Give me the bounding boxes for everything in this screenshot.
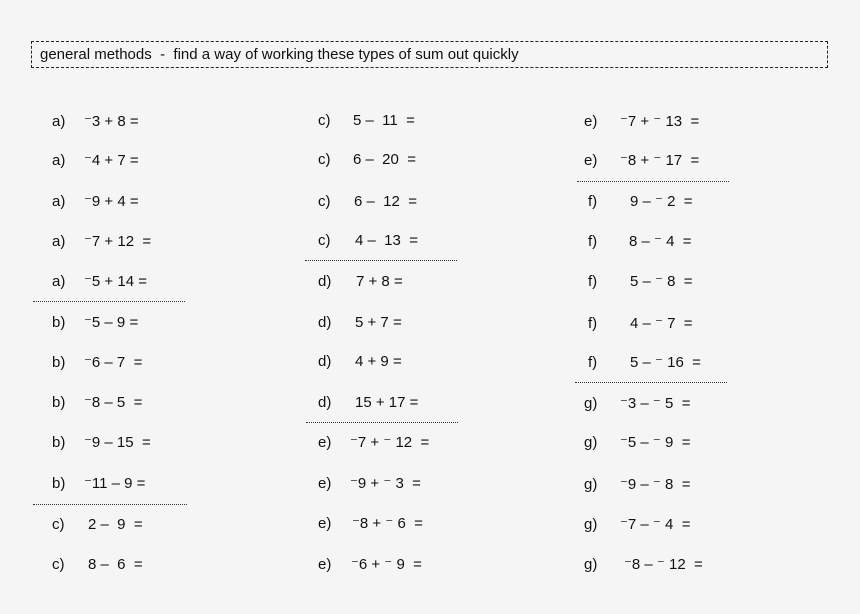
problem-expression: 5 – 11 = xyxy=(353,112,415,129)
problem-item xyxy=(318,112,415,130)
problem-expression: 7 + 8 = xyxy=(356,273,403,290)
problem-expression: 5 – ⁻ 8 = xyxy=(630,273,693,290)
problem-item xyxy=(52,354,142,372)
problem-label: f) xyxy=(588,233,598,250)
problem-expression: ⁻6 – 7 = xyxy=(84,354,143,371)
problem-expression: ⁻4 + 7 = xyxy=(84,152,139,169)
problem-expression: ⁻3 – ⁻ 5 = xyxy=(620,395,691,412)
problem-label: a) xyxy=(52,152,66,169)
problem-item xyxy=(52,556,143,574)
section-divider xyxy=(33,301,185,302)
problem-expression: 6 – 20 = xyxy=(353,151,416,168)
problem-expression: ⁻9 + 4 = xyxy=(84,193,139,210)
problem-item xyxy=(318,434,429,452)
problem-label: a) xyxy=(52,113,66,130)
title-box xyxy=(31,41,828,68)
problem-label: a) xyxy=(52,193,66,210)
problem-item xyxy=(52,193,139,211)
problem-label: d) xyxy=(318,353,332,370)
problem-item xyxy=(584,556,703,574)
problem-item xyxy=(52,152,139,170)
problem-expression: 4 + 9 = xyxy=(355,353,402,370)
problem-expression: ⁻7 + 12 = xyxy=(84,233,152,250)
problem-label: a) xyxy=(52,273,66,290)
problem-label: f) xyxy=(588,273,598,290)
section-divider xyxy=(306,422,458,423)
problem-item xyxy=(584,434,690,452)
problem-expression: ⁻8 + ⁻ 17 = xyxy=(620,152,700,169)
problem-item xyxy=(52,233,151,251)
problem-item xyxy=(588,354,701,372)
problem-expression: 8 – ⁻ 4 = xyxy=(629,233,692,250)
section-divider xyxy=(575,382,727,383)
page-title: general methods - find a way of working these types of sum out quickly xyxy=(40,46,519,63)
problem-label: e) xyxy=(584,113,598,130)
problem-label: b) xyxy=(52,354,66,371)
problem-expression: 9 – ⁻ 2 = xyxy=(630,193,693,210)
problem-item xyxy=(588,233,692,251)
problem-label: b) xyxy=(52,314,66,331)
problem-item xyxy=(52,113,139,131)
problem-label: g) xyxy=(584,395,598,412)
problem-item xyxy=(318,273,403,291)
problem-expression: 6 – 12 = xyxy=(354,193,417,210)
problem-label: c) xyxy=(52,516,65,533)
problem-expression: ⁻9 – 15 = xyxy=(84,434,151,451)
problem-expression: 4 – ⁻ 7 = xyxy=(630,315,693,332)
problem-expression: ⁻5 – ⁻ 9 = xyxy=(620,434,691,451)
problem-item xyxy=(318,193,417,211)
problem-item xyxy=(584,395,690,413)
problem-label: c) xyxy=(318,151,331,168)
problem-item xyxy=(584,476,690,494)
problem-item xyxy=(318,314,402,332)
problem-expression: ⁻8 – 5 = xyxy=(84,394,143,411)
problem-label: b) xyxy=(52,394,66,411)
problem-item xyxy=(318,556,422,574)
problem-expression: ⁻5 + 14 = xyxy=(84,273,147,290)
problem-item xyxy=(584,516,690,534)
problem-expression: 5 + 7 = xyxy=(355,314,402,331)
problem-expression: 4 – 13 = xyxy=(355,232,418,249)
problem-expression: 8 – 6 = xyxy=(88,556,143,573)
section-divider xyxy=(577,181,729,182)
problem-label: c) xyxy=(52,556,65,573)
problem-label: b) xyxy=(52,434,66,451)
problem-item xyxy=(52,314,138,332)
problem-item xyxy=(588,315,693,333)
problem-expression: ⁻7 + ⁻ 13 = xyxy=(620,113,700,130)
problem-label: d) xyxy=(318,314,332,331)
problem-label: e) xyxy=(318,515,332,532)
problem-label: f) xyxy=(588,354,598,371)
problem-label: e) xyxy=(318,475,332,492)
problem-item xyxy=(52,516,143,534)
problem-expression: ⁻9 – ⁻ 8 = xyxy=(620,476,691,493)
problem-expression: ⁻7 – ⁻ 4 = xyxy=(620,516,691,533)
problem-expression: ⁻8 + ⁻ 6 = xyxy=(352,515,423,532)
problem-item xyxy=(52,273,147,291)
problem-item xyxy=(318,232,418,250)
problem-label: d) xyxy=(318,394,332,411)
problem-label: f) xyxy=(588,193,598,210)
problem-label: e) xyxy=(584,152,598,169)
problem-label: g) xyxy=(584,434,598,451)
problem-item xyxy=(318,475,421,493)
problem-item xyxy=(318,151,416,169)
problem-label: g) xyxy=(584,476,598,493)
problem-expression: ⁻6 + ⁻ 9 = xyxy=(351,556,422,573)
problem-expression: ⁻7 + ⁻ 12 = xyxy=(350,434,430,451)
problem-item xyxy=(52,475,145,493)
problem-label: e) xyxy=(318,556,332,573)
problem-label: c) xyxy=(318,112,331,129)
problem-expression: ⁻8 – ⁻ 12 = xyxy=(624,556,703,573)
section-divider xyxy=(33,504,187,505)
problem-item xyxy=(584,152,699,170)
problem-expression: ⁻11 – 9 = xyxy=(84,475,146,492)
problem-item xyxy=(318,353,402,371)
problem-label: e) xyxy=(318,434,332,451)
problem-item xyxy=(318,515,423,533)
problem-label: a) xyxy=(52,233,66,250)
problem-item xyxy=(318,394,418,412)
problem-label: c) xyxy=(318,232,331,249)
problem-label: g) xyxy=(584,556,598,573)
problem-label: d) xyxy=(318,273,332,290)
problem-label: b) xyxy=(52,475,66,492)
problem-expression: 2 – 9 = xyxy=(88,516,143,533)
problem-label: g) xyxy=(584,516,598,533)
problem-item xyxy=(588,193,693,211)
section-divider xyxy=(305,260,457,261)
problem-item xyxy=(52,434,151,452)
problem-item xyxy=(52,394,142,412)
problem-label: c) xyxy=(318,193,331,210)
problem-expression: ⁻5 – 9 = xyxy=(84,314,139,331)
problem-item xyxy=(588,273,693,291)
problem-expression: ⁻9 + ⁻ 3 = xyxy=(350,475,421,492)
problem-expression: 5 – ⁻ 16 = xyxy=(630,354,701,371)
problem-expression: ⁻3 + 8 = xyxy=(84,113,139,130)
problem-expression: 15 + 17 = xyxy=(355,394,419,411)
problem-label: f) xyxy=(588,315,598,332)
problem-item xyxy=(584,113,699,131)
